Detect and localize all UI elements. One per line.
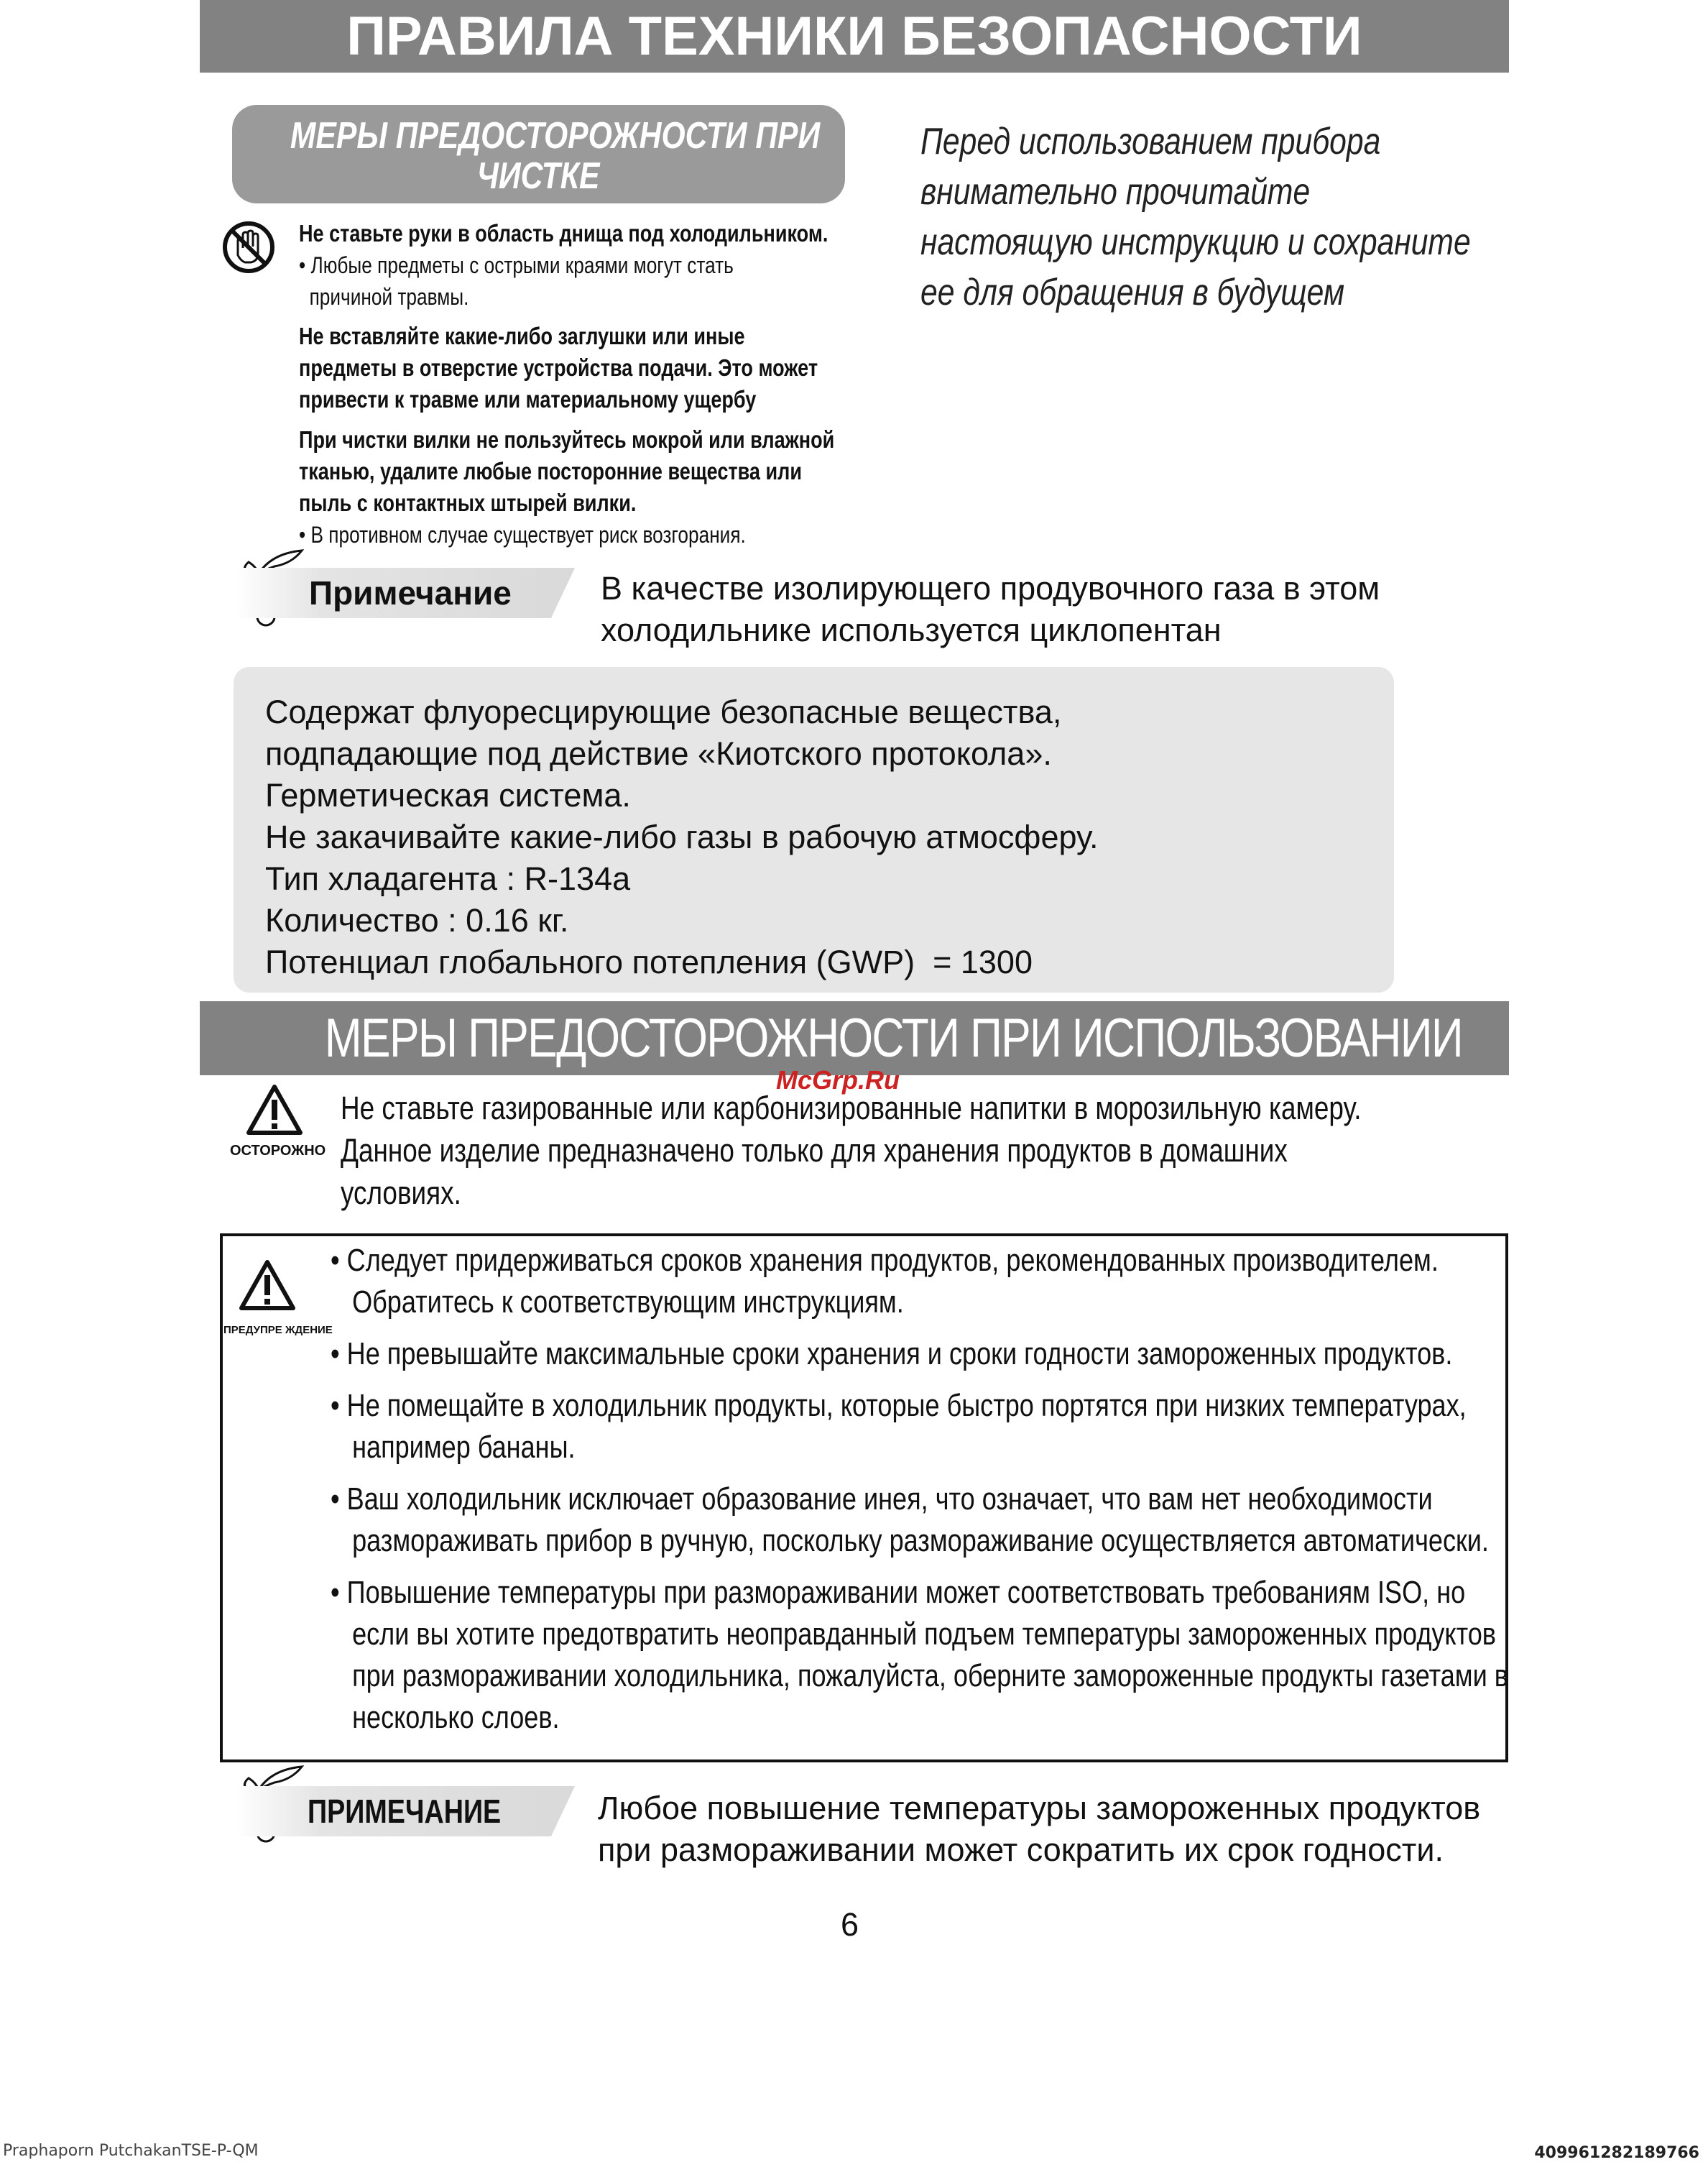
note-1-label: Примечание: [309, 574, 512, 612]
warning-1-bold: Не ставьте руки в область днища под холодильником.: [299, 220, 828, 247]
warning-item-5-line-4: несколько слоев.: [331, 1700, 560, 1735]
warning-item-3-line-1: • Не помещайте в холодильник продукты, которые быстро портятся при низких температурах,: [331, 1388, 1467, 1423]
note-2-label: [308, 1786, 543, 1836]
caution-line-3: условиях.: [341, 1174, 461, 1211]
warning-1-detail-1: • Любые предметы с острыми краями могут стать: [299, 252, 734, 278]
warning-item-5-line-1: • Повышение температуры при размораживании может соответствовать требованиям ISO, но: [331, 1575, 1466, 1610]
warning-2-line-1: Не вставляйте какие-либо заглушки или иные: [299, 323, 745, 349]
warning-item-2: [331, 1333, 1495, 1375]
note-1-line-2: холодильнике используется циклопентан: [601, 612, 1222, 648]
cleaning-warning-1: [299, 218, 917, 313]
caution-triangle-icon: [244, 1082, 305, 1137]
note-2-label-text: ПРИМЕЧАНИЕ: [308, 1793, 502, 1830]
note-2-line-1: Любое повышение температуры замороженных продуктов: [598, 1790, 1481, 1826]
intro-line-4: ее для обращения в будущем: [920, 272, 1345, 313]
no-hand-icon: [221, 219, 277, 275]
cleaning-title-line-2: ЧИСТКЕ: [477, 155, 600, 197]
refrigerant-line-3: Герметическая система.: [265, 777, 631, 814]
intro-line-2: внимательно прочитайте: [920, 171, 1311, 213]
note-2-line-2: при размораживании может сократить их срок годности.: [598, 1831, 1444, 1868]
warning-item-5-line-3: при размораживании холодильника, пожалуйста, оберните замороженные продукты газетами в: [331, 1658, 1508, 1693]
intro-line-3: настоящую инструкцию и сохраните: [920, 221, 1471, 263]
warning-2-line-3: привести к травме или материальному ущербу: [299, 386, 757, 413]
warning-3-line-2: тканью, удалите любые посторонние вещества или: [299, 458, 802, 484]
intro-line-1: Перед использованием прибора: [920, 121, 1381, 162]
warning-item-4: [331, 1478, 1495, 1562]
watermark: McGrp.Ru: [776, 1065, 900, 1095]
page-title-text: ПРАВИЛА ТЕХНИКИ БЕЗОПАСНОСТИ: [346, 6, 1362, 67]
refrigerant-type: Тип хладагента : R-134a: [265, 860, 631, 897]
caution-line-2: Данное изделие предназначено только для хранения продуктов в домашних: [341, 1132, 1288, 1169]
caution-text: [341, 1087, 1519, 1214]
warning-item-3: [331, 1385, 1495, 1468]
cleaning-warning-3: [299, 424, 917, 551]
note-2-text: [598, 1788, 1532, 1871]
cleaning-section-title: [232, 105, 845, 203]
refrigerant-line-2: подпадающие под действие «Киотского протокола».: [265, 735, 1052, 772]
warning-item-1: [331, 1240, 1495, 1323]
warning-2-line-2: предметы в отверстие устройства подачи. Это может: [299, 354, 818, 381]
cleaning-title-line-1: МЕРЫ ПРЕДОСТОРОЖНОСТИ ПРИ: [290, 115, 821, 157]
warning-item-4-line-2: размораживать прибор в ручную, поскольку размораживание осуществляется автоматически.: [331, 1523, 1489, 1558]
refrigerant-line-4: Не закачивайте какие-либо газы в рабочую атмосферу.: [265, 819, 1099, 855]
warning-item-1-line-2: Обратитесь к соответствующим инструкциям.: [331, 1284, 904, 1320]
page-number: 6: [841, 1906, 859, 1943]
intro-text: [920, 116, 1639, 318]
warning-item-1-line-1: • Следует придерживаться сроков хранения продуктов, рекомендованных производителем.: [331, 1243, 1439, 1278]
warning-3-line-1: При чистки вилки не пользуйтесь мокрой или влажной: [299, 426, 835, 453]
warning-item-5: [331, 1572, 1508, 1739]
warning-item-2-line-1: • Не превышайте максимальные сроки хранения и сроки годности замороженных продуктов.: [331, 1336, 1453, 1371]
caution-line-1: Не ставьте газированные или карбонизированные напитки в морозильную камеру.: [341, 1090, 1362, 1126]
note-1-line-1: В качестве изолирующего продувочного газа в этом: [601, 570, 1380, 607]
footer-code: 409961282189766: [1534, 2144, 1699, 2162]
refrigerant-line-1: Содержат флуоресцирующие безопасные вещества,: [265, 694, 1062, 730]
warning-item-3-line-2: например бананы.: [331, 1430, 576, 1465]
warning-1-detail-2: причиной травмы.: [299, 284, 469, 310]
caution-label: ОСТОРОЖНО: [230, 1143, 326, 1159]
refrigerant-info-box: [234, 667, 1394, 993]
note-1-text: [601, 568, 1535, 651]
refrigerant-gwp: Потенциал глобального потепления (GWP) = 1300: [265, 944, 1033, 980]
usage-title-text: МЕРЫ ПРЕДОСТОРОЖНОСТИ ПРИ ИСПОЛЬЗОВАНИИ: [324, 1008, 1463, 1069]
warning-triangle-icon: [237, 1258, 297, 1312]
cleaning-warning-2: [299, 321, 917, 415]
footer-operator: Praphaporn PutchakanTSE-P-QM: [3, 2142, 259, 2160]
refrigerant-quantity: Количество : 0.16 кг.: [265, 902, 569, 939]
warning-list: [331, 1240, 1508, 1739]
usage-section-title: [200, 1001, 1509, 1075]
warning-3-line-3: пыль с контактных штырей вилки.: [299, 489, 637, 516]
warning-3-detail: • В противном случае существует риск возгорания.: [299, 522, 746, 548]
warning-label: ПРЕДУПРЕ ЖДЕНИЕ: [223, 1324, 333, 1336]
page-title: [200, 0, 1509, 73]
warning-item-5-line-2: если вы хотите предотвратить неоправданный подъем температуры замороженных продуктов: [331, 1616, 1496, 1652]
warning-item-4-line-1: • Ваш холодильник исключает образование инея, что означает, что вам нет необходимости: [331, 1481, 1433, 1517]
